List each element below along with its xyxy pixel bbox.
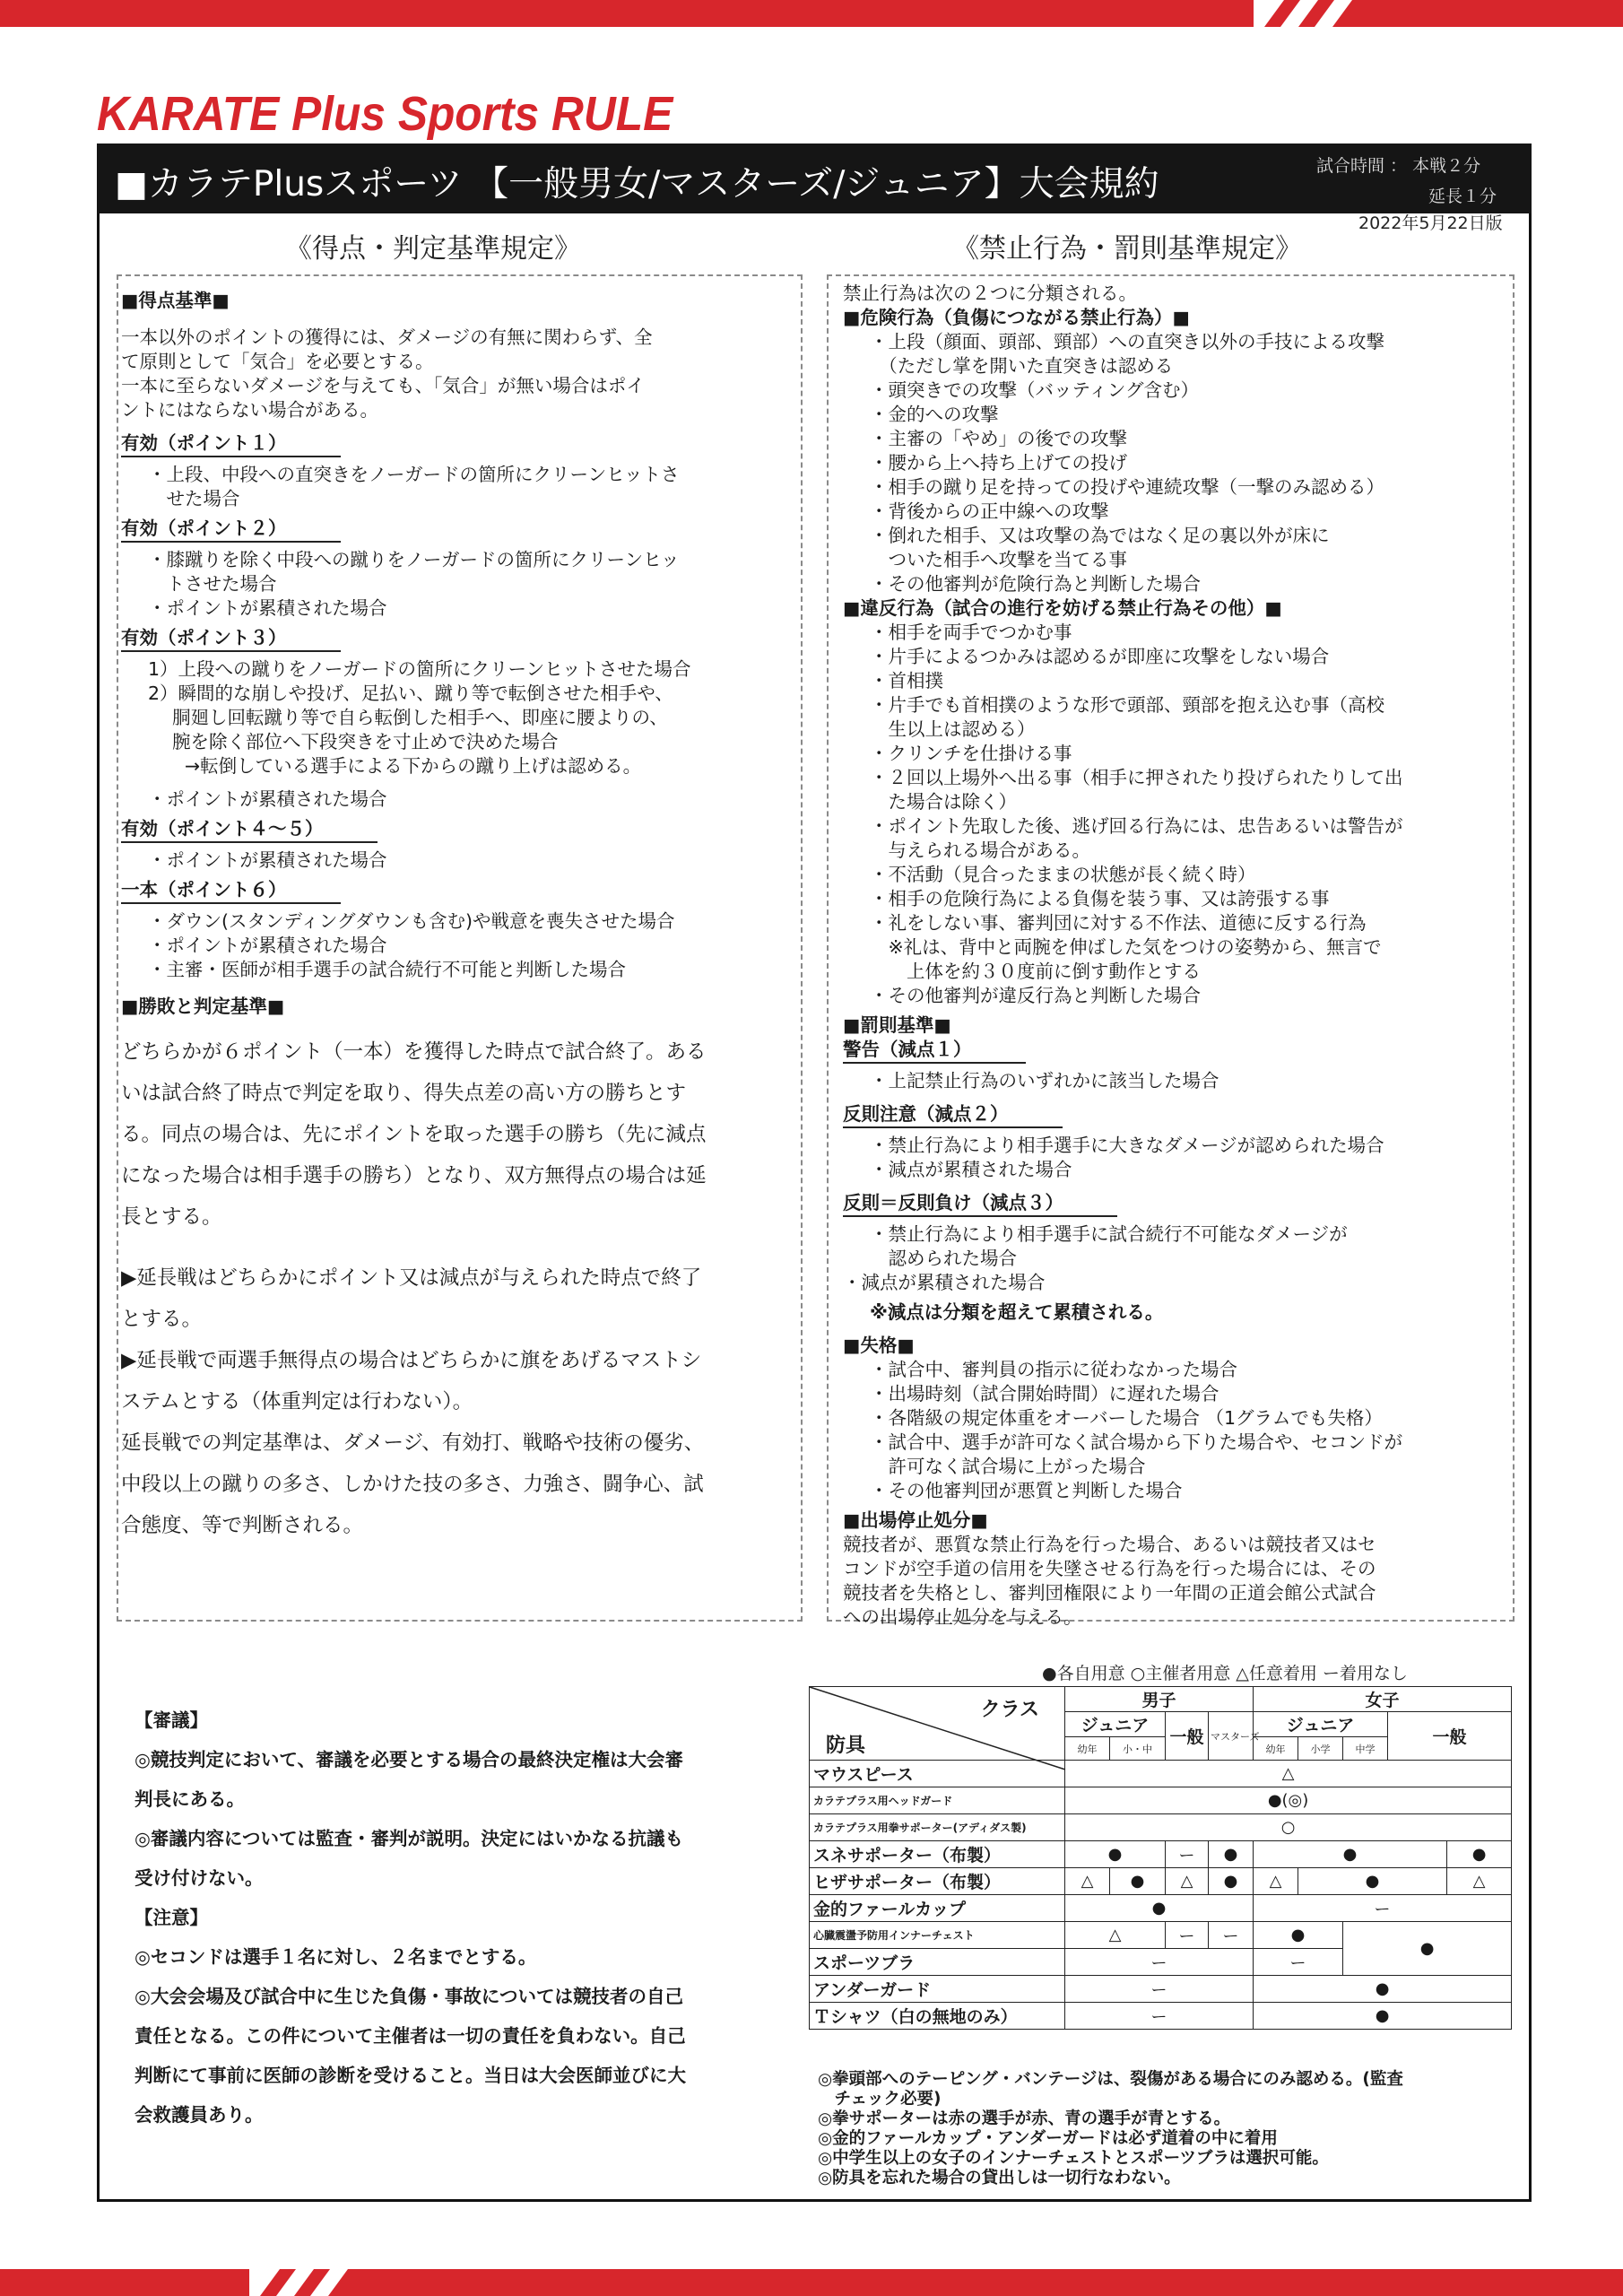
- women-junior-header: ジュニア: [1254, 1712, 1388, 1737]
- table-row: [810, 1922, 1512, 1949]
- text-line: ◎セコンドは選手１名に対し、２名までとする。: [135, 1946, 537, 1968]
- gear-item-label: カラテプラス用ヘッドガード: [810, 1787, 1065, 1814]
- text-line: ・減点が累積された場合: [870, 1159, 1072, 1180]
- gear-item-label: Ｔシャツ（白の無地のみ）: [810, 2003, 1065, 2030]
- text-line: どちらかが６ポイント（一本）を獲得した時点で試合終了。ある: [121, 1040, 707, 1064]
- text-line: 上体を約３０度前に倒す動作とする: [870, 961, 1201, 982]
- text-line: ・背後からの正中線への攻撃: [870, 500, 1109, 522]
- text-line: 与えられる場合がある。: [870, 839, 1090, 861]
- women-mid-header: 中学: [1343, 1737, 1388, 1761]
- text-line: 競技者を失格とし、審判団権限により一年間の正道会館公式試合: [843, 1582, 1376, 1604]
- gear-mark: ●: [1254, 1976, 1512, 2003]
- text-line: ・試合中、選手が許可なく試合場から下りた場合や、セコンドが: [870, 1431, 1403, 1453]
- text-line: ・試合中、審判員の指示に従わなかった場合: [870, 1359, 1237, 1380]
- text-line: 生以上は認める）: [870, 718, 1036, 740]
- men-general-header: 一般: [1166, 1712, 1209, 1761]
- section-heading-scoring: 《得点・判定基準規定》: [285, 233, 581, 265]
- suspension-heading: ■出場停止処分■: [843, 1509, 988, 1531]
- text-line: ◎拳頭部へのテーピング・バンテージは、裂傷がある場合にのみ認める。(監査: [818, 2070, 1403, 2089]
- gear-label: 防具: [826, 1735, 866, 1757]
- gear-mark: ●: [1254, 1841, 1447, 1868]
- text-line: 2）瞬間的な崩しや投げ、足払い、蹴り等で転倒させた相手や、: [148, 683, 673, 704]
- text-line: チェック必要): [818, 2090, 942, 2109]
- text-line: て原則として「気合」を必要とする。: [121, 351, 434, 372]
- text-line: ・腰から上へ持ち上げての投げ: [870, 452, 1127, 474]
- gear-item-label: 心臓震盪予防用インナーチェスト: [810, 1922, 1065, 1949]
- scoring-criteria-heading: ■得点基準■: [121, 290, 230, 311]
- gear-mark: ●(◎): [1065, 1787, 1512, 1814]
- text-line: ・相手の蹴り足を持っての投げや連続攻撃（一撃のみ認める）: [870, 476, 1384, 498]
- text-line: ◎防具を忘れた場合の貸出しは一切行なわない。: [818, 2169, 1181, 2187]
- gear-legend: ●各自用意 ○主催者用意 △任意着用 ー着用なし: [1042, 1664, 1408, 1683]
- text-line: ◎金的ファールカップ・アンダーガードは必ず道着の中に着用: [818, 2129, 1278, 2148]
- text-line: ステムとする（体重判定は行わない）。: [121, 1390, 473, 1413]
- text-line: 認められた場合: [870, 1248, 1017, 1269]
- men-elem-mid-header: 小・中: [1110, 1737, 1166, 1761]
- gear-mark: ●: [1298, 1868, 1447, 1895]
- forfeit-title: 反則＝反則負け（減点３）: [843, 1191, 1117, 1217]
- gear-mark: ●: [1065, 1841, 1166, 1868]
- text-line: （ただし掌を開いた直突きは認める: [870, 355, 1174, 377]
- text-line: ◎競技判定において、審議を必要とする場合の最終決定権は大会審: [135, 1749, 683, 1770]
- women-elem-header: 小学: [1298, 1737, 1343, 1761]
- text-line: いは試合終了時点で判定を取り、得失点差の高い方の勝ちとす: [121, 1082, 687, 1105]
- scoring-rules-column: [121, 283, 798, 1546]
- text-line: 長とする。: [121, 1205, 222, 1229]
- protective-gear-table: [809, 1686, 1512, 2030]
- point1-title: 有効（ポイント１）: [121, 431, 341, 457]
- text-line: ◎中学生以上の女子のインナーチェストとスポーツブラは選択可能。: [818, 2149, 1329, 2168]
- text-line: 延長戦での判定基準は、ダメージ、有効打、戦略や技術の優劣、: [121, 1431, 705, 1455]
- men-kids-header: 幼年: [1065, 1737, 1110, 1761]
- gear-mark: ー: [1254, 1949, 1343, 1976]
- text-line: →転倒している選手による下からの蹴り上げは認める。: [148, 755, 642, 777]
- gear-mark: ー: [1254, 1895, 1512, 1922]
- text-line: 胴廻し回転蹴り等で自ら転倒した相手へ、即座に腰よりの、: [148, 707, 668, 728]
- text-line: ・上記禁止行為のいずれかに該当した場合: [870, 1070, 1219, 1091]
- text-line: ・上段（顔面、頭部、頸部）への直突き以外の手技による攻撃: [870, 331, 1384, 352]
- text-line: 判断にて事前に医師の診断を受けること。当日は大会医師並びに大: [135, 2065, 686, 2086]
- gear-mark: ー: [1166, 1841, 1209, 1868]
- bottom-stripe-band: [0, 2269, 1623, 2296]
- text-line: た場合は除く）: [870, 791, 1017, 813]
- text-line: ◎大会会場及び試合中に生じた負傷・事故については競技者の自己: [135, 1986, 683, 2007]
- text-line: ・膝蹴りを除く中段への蹴りをノーガードの箇所にクリーンヒッ: [148, 549, 680, 570]
- text-line: ※礼は、背中と両腕を伸ばした気をつけの姿勢から、無言で: [870, 936, 1382, 958]
- gear-mark: ●: [1065, 1895, 1254, 1922]
- text-line: ・主審の「やめ」の後での攻撃: [870, 428, 1127, 449]
- masters-header: マスターズ: [1209, 1712, 1254, 1761]
- gear-item-label: マウスピース: [810, 1761, 1065, 1787]
- text-line: になった場合は相手選手の勝ち）となり、双方無得点の場合は延: [121, 1164, 707, 1187]
- text-line: ・ポイントが累積された場合: [148, 597, 387, 619]
- text-line: ・禁止行為により相手選手に試合続行不可能なダメージが: [870, 1223, 1348, 1245]
- section-heading-prohibited: 《禁止行為・罰則基準規定》: [952, 233, 1302, 265]
- text-line: ◎審議内容については監査・審判が説明。決定にはいかなる抗議も: [135, 1828, 683, 1849]
- text-line: ・金的への攻撃: [870, 404, 999, 425]
- table-row: [810, 2003, 1512, 2030]
- gear-mark: ー: [1166, 1922, 1209, 1949]
- text-line: せた場合: [148, 488, 240, 509]
- penalty-heading: ■罰則基準■: [843, 1014, 951, 1036]
- revision-date: 2022年5月22日版: [1358, 213, 1503, 233]
- text-line: 1）上段への蹴りをノーガードの箇所にクリーンヒットさせた場合: [148, 658, 691, 680]
- gear-item-label: スポーツブラ: [810, 1949, 1065, 1976]
- text-line: 合態度、等で判断される。: [121, 1514, 364, 1537]
- warning-title: 警告（減点１）: [843, 1038, 1026, 1064]
- text-line: ントにはならない場合がある。: [121, 399, 378, 421]
- text-line: ・各階級の規定体重をオーバーした場合 （1グラムでも失格）: [870, 1407, 1383, 1429]
- point45-title: 有効（ポイント４～５）: [121, 817, 378, 843]
- text-line: ・不活動（見合ったままの状態が長く続く時）: [870, 864, 1256, 885]
- gear-mark: ●: [1447, 1841, 1512, 1868]
- table-row: [810, 1976, 1512, 2003]
- match-time-extension: 延長１分: [1428, 187, 1497, 206]
- dangerous-acts-heading: ■危険行為（負傷につながる禁止行為）■: [843, 307, 1190, 328]
- gear-mark: △: [1254, 1868, 1298, 1895]
- gear-mark: ●: [1254, 1922, 1343, 1949]
- class-label: クラス: [980, 1699, 1039, 1721]
- judgment-criteria-heading: ■勝敗と判定基準■: [121, 996, 285, 1017]
- text-line: への出場停止処分を与える。: [843, 1606, 1082, 1628]
- gear-mark: ●: [1343, 1922, 1512, 1976]
- text-line: ・ポイント先取した後、逃げ回る行為には、忠告あるいは警告が: [870, 815, 1403, 837]
- text-line: ・禁止行為により相手選手に大きなダメージが認められた場合: [870, 1135, 1384, 1156]
- text-line: ・その他審判が違反行為と判断した場合: [870, 985, 1201, 1006]
- review-heading: 【審議】: [135, 1709, 208, 1731]
- text-line: ・上段、中段への直突きをノーガードの箇所にクリーンヒットさ: [148, 464, 680, 485]
- text-line: ・頭突きでの攻撃（バッティング含む）: [870, 379, 1199, 401]
- gear-mark: △: [1166, 1868, 1209, 1895]
- gear-mark: △: [1065, 1761, 1512, 1787]
- table-corner-header: [810, 1687, 1065, 1761]
- prohibited-intro: 禁止行為は次の２つに分類される。: [843, 283, 1137, 304]
- women-general-header: 一般: [1388, 1712, 1512, 1761]
- text-line: ◎拳サポーターは赤の選手が赤、青の選手が青とする。: [818, 2109, 1231, 2128]
- text-line: 責任となる。この件について主催者は一切の責任を負わない。自己: [135, 2025, 686, 2047]
- women-kids-header: 幼年: [1254, 1737, 1298, 1761]
- text-line: ・２回以上場外へ出る事（相手に押されたり投げられたりして出: [870, 767, 1403, 788]
- caution-heading: 【注意】: [135, 1907, 208, 1928]
- point2-title: 有効（ポイント２）: [121, 517, 341, 543]
- men-junior-header: ジュニア: [1065, 1712, 1166, 1737]
- top-stripe-band: [0, 0, 1623, 27]
- gear-item-label: カラテプラス用拳サポーター(アディダス製): [810, 1814, 1065, 1841]
- gear-item-label: アンダーガード: [810, 1976, 1065, 2003]
- text-line: ・出場時刻（試合開始時間）に遅れた場合: [870, 1383, 1219, 1405]
- point3-title: 有効（ポイント３）: [121, 626, 341, 652]
- text-line: ▶延長戦で両選手無得点の場合はどちらかに旗をあげるマストシ: [121, 1349, 702, 1372]
- text-line: ・その他審判が危険行為と判断した場合: [870, 573, 1201, 595]
- table-row: [810, 1895, 1512, 1922]
- text-line: ・ポイントが累積された場合: [148, 935, 387, 956]
- text-line: ・相手の危険行為による負傷を装う事、又は誇張する事: [870, 888, 1330, 909]
- text-line: とする。: [121, 1308, 203, 1331]
- gear-mark: ○: [1065, 1814, 1512, 1841]
- text-line: トさせた場合: [148, 573, 277, 595]
- women-header: 女子: [1254, 1687, 1512, 1712]
- text-line: る。同点の場合は、先にポイントを取った選手の勝ち（先に減点: [121, 1123, 707, 1146]
- text-line: 許可なく試合場に上がった場合: [870, 1456, 1146, 1477]
- gear-mark: ー: [1065, 1976, 1254, 2003]
- text-line: 受け付けない。: [135, 1867, 264, 1889]
- text-line: 腕を除く部位へ下段突きを寸止めで決めた場合: [148, 731, 559, 752]
- gear-item-label: スネサポーター（布製）: [810, 1841, 1065, 1868]
- gear-mark: ー: [1065, 1949, 1254, 1976]
- gear-mark: ●: [1254, 2003, 1512, 2030]
- text-line: ・ポイントが累積された場合: [148, 849, 387, 871]
- gear-item-label: ヒザサポーター（布製）: [810, 1868, 1065, 1895]
- text-line: 競技者が、悪質な禁止行為を行った場合、あるいは競技者又はセ: [843, 1534, 1376, 1555]
- document-title: KARATE Plus Sports RULE: [97, 87, 673, 141]
- gear-footnotes: [818, 2070, 1517, 2188]
- text-line: ・倒れた相手、又は攻撃の為ではなく足の裏以外が床に: [870, 525, 1330, 546]
- text-line: 一本に至らないダメージを与えても、「気合」が無い場合はポイ: [121, 375, 645, 396]
- match-time-main: 試合時間 ： 本戦２分: [1316, 156, 1481, 176]
- text-line: 判長にある。: [135, 1788, 245, 1810]
- text-line: ・ポイントが累積された場合: [148, 788, 387, 810]
- text-line: ・首相撲: [870, 670, 943, 691]
- text-line: ・その他審判団が悪質と判断した場合: [870, 1480, 1183, 1501]
- text-line: ・クリンチを仕掛ける事: [870, 743, 1072, 764]
- caution-title: 反則注意（減点２）: [843, 1102, 1063, 1128]
- text-line: ▶延長戦はどちらかにポイント又は減点が与えられた時点で終了: [121, 1266, 702, 1290]
- text-line: 一本以外のポイントの獲得には、ダメージの有無に関わらず、全: [121, 326, 653, 348]
- disqualification-heading: ■失格■: [843, 1335, 915, 1356]
- text-line: ・相手を両手でつかむ事: [870, 622, 1072, 643]
- gear-mark: △: [1065, 1922, 1166, 1949]
- gear-mark: △: [1447, 1868, 1512, 1895]
- text-line: ・主審・医師が相手選手の試合続行不可能と判断した場合: [148, 959, 626, 980]
- text-line: ・減点が累積された場合: [843, 1272, 1046, 1293]
- header-bar: [97, 144, 1532, 213]
- gear-mark: ●: [1209, 1868, 1254, 1895]
- men-header: 男子: [1065, 1687, 1254, 1712]
- table-row: [810, 1814, 1512, 1841]
- gear-mark: ー: [1065, 2003, 1254, 2030]
- gear-mark: △: [1065, 1868, 1110, 1895]
- text-line: ・ダウン(スタンディングダウンも含む)や戦意を喪失させた場合: [148, 910, 675, 932]
- text-line: コンドが空手道の信用を失墜させる行為を行った場合には、その: [843, 1558, 1376, 1579]
- text-line: ついた相手へ攻撃を当てる事: [870, 549, 1127, 570]
- gear-mark: ー: [1209, 1922, 1254, 1949]
- header-title: ■カラテPlusスポーツ 【一般男女/マスターズ/ジュニア】大会規約: [115, 164, 1159, 204]
- table-row: [810, 1868, 1512, 1895]
- prohibited-acts-column: [843, 282, 1511, 1630]
- table-row: [810, 1787, 1512, 1814]
- table-row: [810, 1841, 1512, 1868]
- text-line: 会救護員あり。: [135, 2104, 264, 2126]
- point6-title: 一本（ポイント６）: [121, 878, 341, 904]
- text-line: 中段以上の蹴りの多さ、しかけた技の多さ、力強さ、闘争心、試: [121, 1473, 704, 1496]
- text-line: ・礼をしない事、審判団に対する不作法、道徳に反する行為: [870, 912, 1367, 934]
- gear-mark: ●: [1110, 1868, 1166, 1895]
- accumulation-note: ※減点は分類を超えて累積される。: [870, 1301, 1164, 1323]
- review-and-caution-notes: [135, 1700, 762, 2135]
- text-line: ・片手でも首相撲のような形で頭部、頸部を抱え込む事（高校: [870, 694, 1384, 716]
- gear-mark: ●: [1209, 1841, 1254, 1868]
- violation-acts-heading: ■違反行為（試合の進行を妨げる禁止行為その他）■: [843, 597, 1282, 619]
- gear-item-label: 金的ファールカップ: [810, 1895, 1065, 1922]
- text-line: ・片手によるつかみは認めるが即座に攻撃をしない場合: [870, 646, 1330, 667]
